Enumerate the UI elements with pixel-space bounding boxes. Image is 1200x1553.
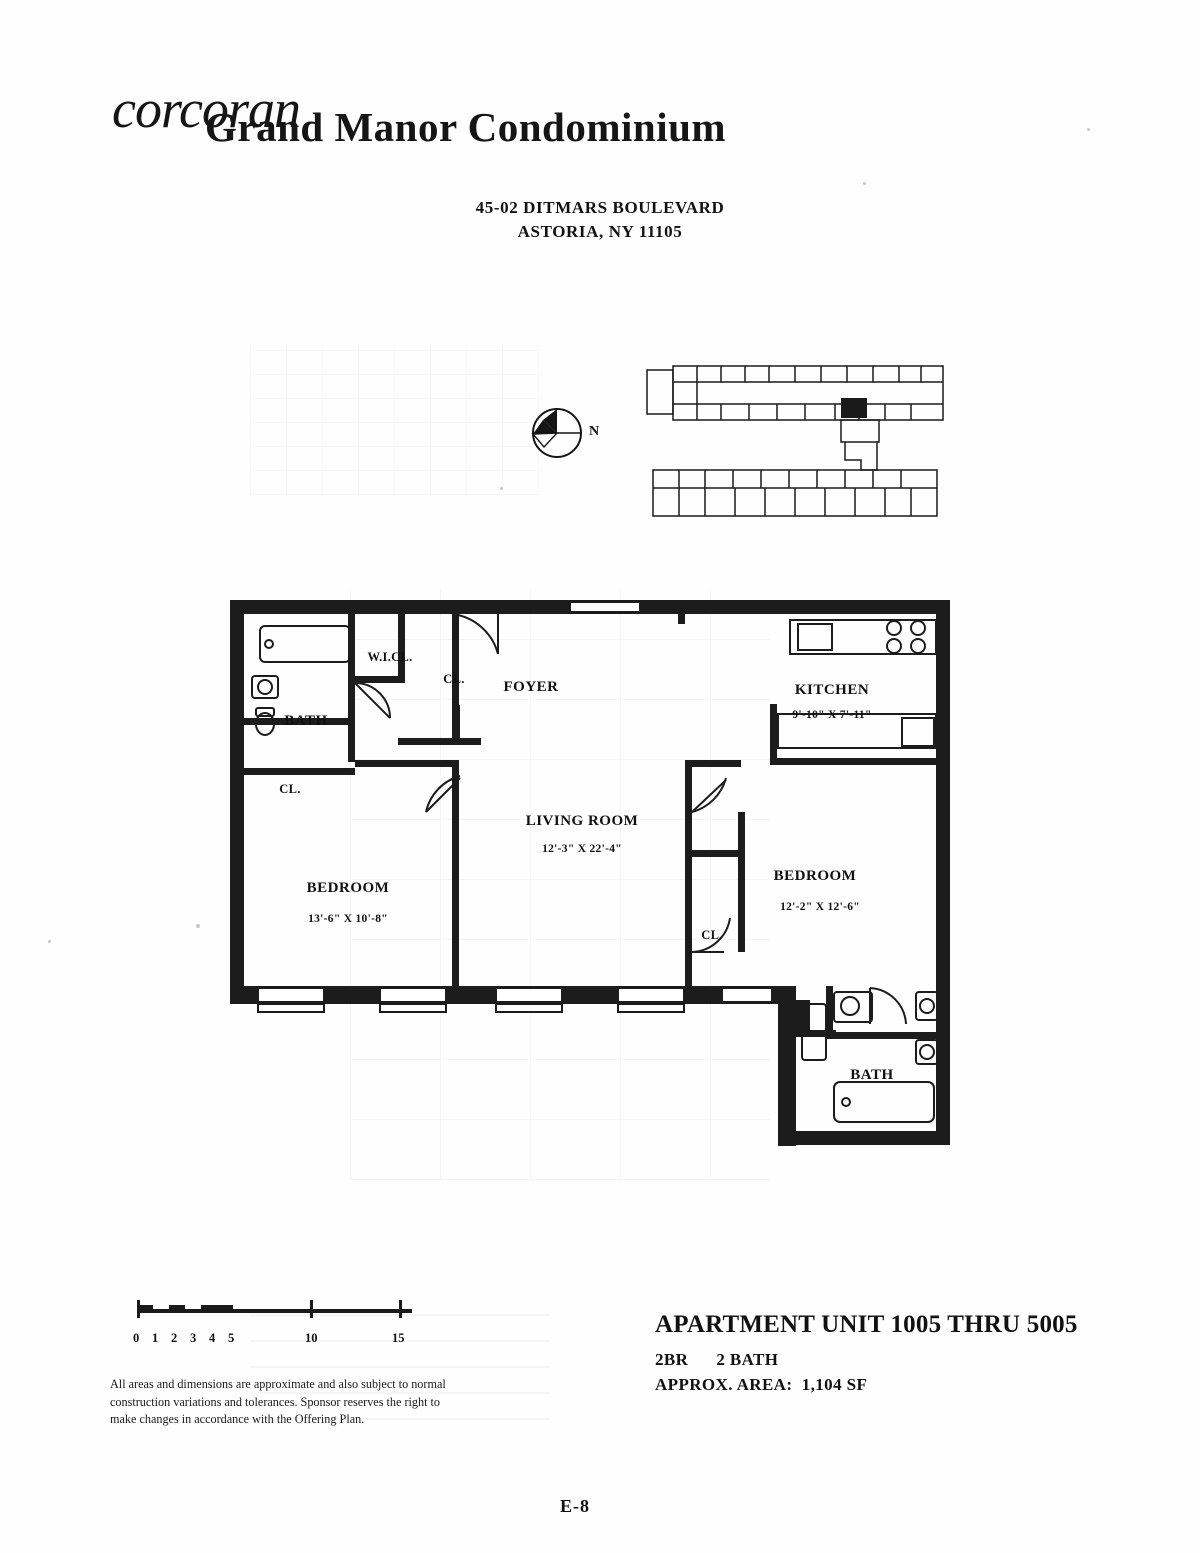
unit-area-label: APPROX. AREA:: [655, 1375, 793, 1394]
page-number: E-8: [560, 1496, 590, 1516]
unit-bedrooms: 2BR: [655, 1350, 689, 1369]
address-line-1: 45-02 DITMARS BOULEVARD: [475, 198, 725, 217]
compass-rose-icon: [531, 407, 600, 459]
closet-label-bedroom-right: CL.: [701, 928, 723, 942]
closet-label-foyer: CL.: [443, 672, 465, 686]
room-label-bath-left: BATH: [284, 713, 328, 729]
scan-speck: [500, 487, 503, 490]
building-key-plan: [645, 360, 955, 520]
room-label-living-room: LIVING ROOM: [525, 813, 639, 829]
room-label-bath-right: BATH: [850, 1067, 894, 1083]
room-label-bedroom-left: BEDROOM: [306, 880, 390, 896]
scale-tick-2: 2: [171, 1331, 178, 1345]
room-label-bedroom-right: BEDROOM: [773, 868, 857, 884]
scan-speck: [1087, 128, 1090, 131]
room-dimensions-bedroom-left: 13'-6" X 10'-8": [308, 913, 388, 925]
room-dimensions-kitchen: 9'-10" X 7'-11": [792, 709, 872, 721]
scale-tick-3: 3: [190, 1331, 197, 1345]
scale-bar: [137, 1300, 412, 1330]
scale-tick-10: 10: [305, 1331, 318, 1345]
corcoran-logo: corcoran: [112, 79, 300, 139]
room-dimensions-living-room: 12'-3" X 22'-4": [542, 843, 622, 855]
room-label-foyer: FOYER: [503, 679, 559, 695]
scale-tick-4: 4: [209, 1331, 216, 1345]
building-title: Grand Manor Condominium: [205, 104, 727, 150]
scale-tick-1: 1: [152, 1331, 159, 1345]
unit-title: APARTMENT UNIT 1005 THRU 5005: [655, 1311, 1078, 1338]
scan-artifact: [250, 345, 540, 495]
scale-bar-ticks: [130, 1331, 420, 1349]
unit-area: [655, 1375, 867, 1395]
unit-bed-bath: [655, 1350, 778, 1370]
scale-tick-15: 15: [392, 1331, 405, 1345]
unit-bathrooms: 2 BATH: [716, 1350, 779, 1369]
room-label-kitchen: KITCHEN: [794, 682, 870, 698]
apartment-floor-plan: [230, 600, 950, 1165]
closet-label-walk-in: W.I.CL.: [367, 650, 413, 664]
scan-speck: [48, 940, 51, 943]
key-plan-highlight: [841, 398, 867, 418]
disclaimer-text: All areas and dimensions are approximate and also subject to normal construction variations and tolerances. Sponsor reserves the right to make changes in accordance with the Offering Plan.: [110, 1377, 446, 1427]
scan-speck: [196, 924, 200, 928]
compass-north-label: N: [589, 424, 600, 439]
scan-speck: [863, 182, 866, 185]
address-line-2: ASTORIA, NY 11105: [517, 222, 683, 241]
closet-label-hall: CL.: [279, 782, 301, 796]
unit-area-value: 1,104 SF: [801, 1375, 868, 1394]
scale-tick-5: 5: [228, 1331, 235, 1345]
room-dimensions-bedroom-right: 12'-2" X 12'-6": [780, 901, 860, 913]
scale-tick-0: 0: [133, 1331, 140, 1345]
